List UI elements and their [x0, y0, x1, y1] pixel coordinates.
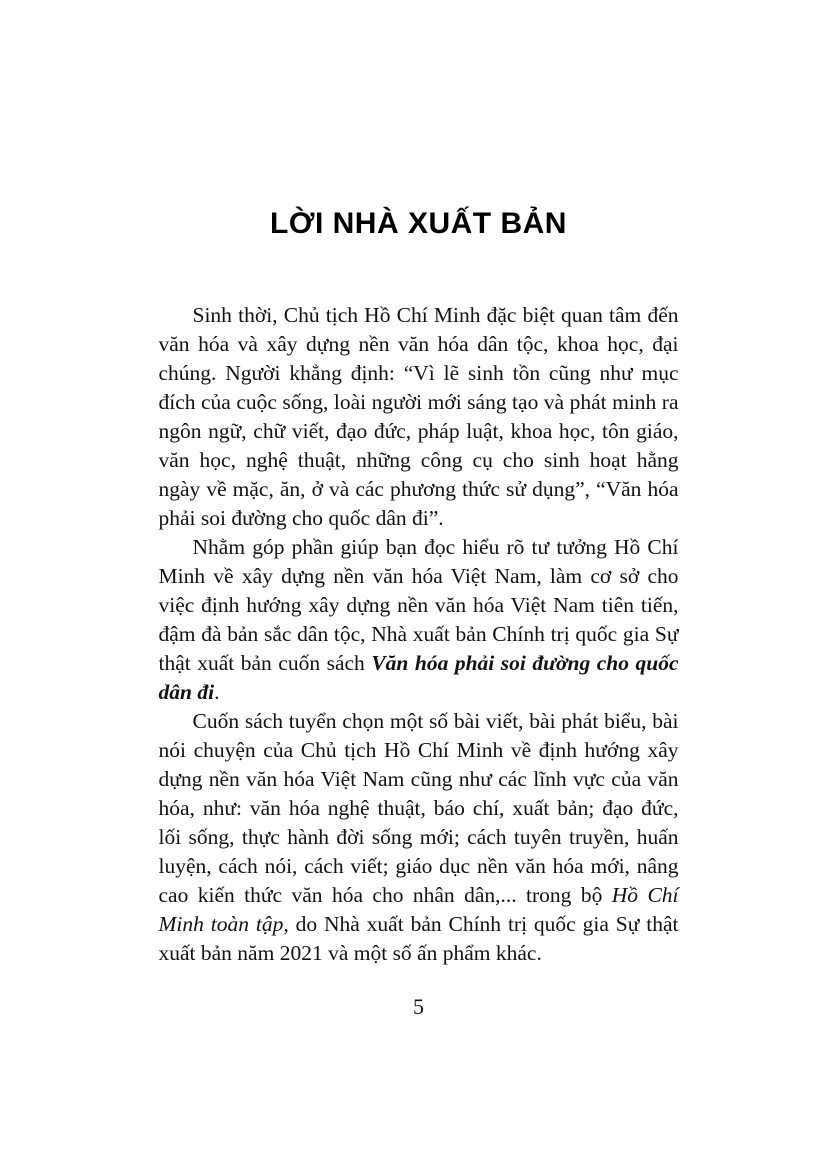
- text-segment: Nhằm góp phần giúp bạn đọc hiểu rõ tư tưởng Hồ Chí Minh về xây dựng nền văn hóa Việt Nam, làm cơ sở cho việc định hướng xây dựng nền văn hóa Việt Nam tiên tiến, đậm đà bản sắc dân tộc, Nhà xuất bản Chính trị quốc gia Sự thật xuất bản cuốn sách: [158, 535, 679, 675]
- paragraph: [159, 707, 679, 968]
- paragraph: [159, 301, 679, 533]
- page-number: 5: [413, 994, 424, 1019]
- text-segment: do Nhà xuất bản Chính trị quốc gia Sự thật xuất bản năm 2021 và một số ấn phẩm khác.: [158, 912, 679, 965]
- page-title: LỜI NHÀ XUẤT BẢN: [270, 207, 567, 240]
- paragraph: [159, 533, 679, 707]
- emphasized-text: Văn hóa phải soi đường cho quốc dân đi: [158, 651, 679, 704]
- text-segment: Sinh thời, Chủ tịch Hồ Chí Minh đặc biệt quan tâm đến văn hóa và xây dựng nền văn hóa dân tộc, khoa học, đại chúng. Người khẳng định: “Vì lẽ sinh tồn cũng như mục đích của cuộc sống, loài người mới sáng tạo và phát minh ra ngôn ngữ, chữ viết, đạo đức, pháp luật, khoa học, tôn giáo, văn học, nghệ thuật, những công cụ cho sinh hoạt hằng ngày về mặc, ăn, ở và các phương thức sử dụng”, “Văn hóa phải soi đường cho quốc dân đi”.: [158, 303, 679, 530]
- body-paragraphs: [159, 301, 679, 968]
- emphasized-text: Hồ Chí Minh toàn tập,: [158, 883, 679, 936]
- text-segment: Cuốn sách tuyển chọn một số bài viết, bài phát biểu, bài nói chuyện của Chủ tịch Hồ Chí Minh về định hướng xây dựng nền văn hóa Việt Nam cũng như các lĩnh vực của văn hóa, như: văn hóa nghệ thuật, báo chí, xuất bản; đạo đức, lối sống, thực hành đời sống mới; cách tuyên truyền, huấn luyện, cách nói, cách viết; giáo dục nền văn hóa mới, nâng cao kiến thức văn hóa cho nhân dân,... trong bộ: [158, 709, 679, 907]
- text-segment: .: [214, 680, 220, 704]
